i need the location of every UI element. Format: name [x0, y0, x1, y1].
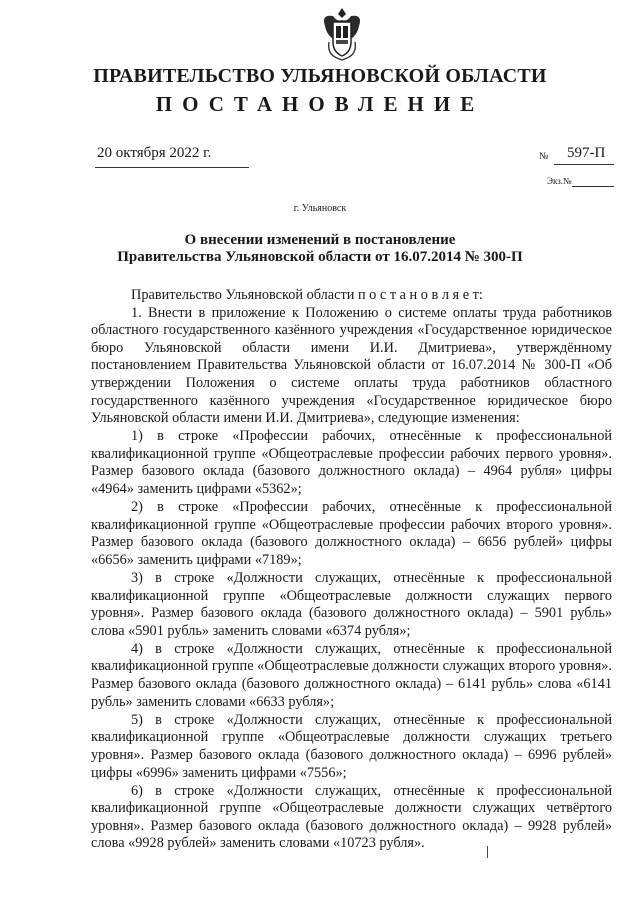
subject-line: О внесении изменений в постановление	[184, 232, 456, 248]
city-label: г. Ульяновск	[293, 203, 347, 214]
government-title: ПРАВИТЕЛЬСТВО УЛЬЯНОВСКОЙ ОБЛАСТИ	[93, 65, 547, 87]
list-item: 1) в строке «Профессии рабочих, отнесённые к профессиональной квалификационной группе «Общеотраслевые профессии рабочих первого уровня». Размер базового оклада (базового должностного оклада) – 4964 рубля» цифры «4964» заменить цифрами «5362»;	[91, 428, 612, 498]
ulyanovsk-coat-of-arms-icon	[319, 6, 365, 62]
number-label: №	[539, 151, 549, 162]
decree-date: 20 октября 2022 г.	[97, 145, 212, 161]
document-type-title: ПОСТАНОВЛЕНИЕ	[155, 92, 485, 116]
list-item: 4) в строке «Должности служащих, отнесённые к профессиональной квалификационной группе «Общеотраслевые должности служащих второго уровня». Размер базового оклада (базового должностного оклада) – 6141 рубль» слова «6141 рубль» заменить словами «6633 рубля»;	[91, 640, 612, 710]
copy-number-underline	[572, 186, 614, 187]
list-item: 5) в строке «Должности служащих, отнесённые к профессиональной квалификационной группе «Общеотраслевые должности служащих третьего уровня». Размер базового оклада (базового должностного оклада) – 6996 рублей» цифры «6996» заменить цифрами «7556»;	[91, 711, 612, 781]
decree-subject	[0, 232, 640, 266]
copy-number-label: Экз.№	[547, 176, 572, 186]
date-underline	[95, 167, 249, 168]
preamble: Правительство Ульяновской области п о с т а н о в л я е т:	[131, 287, 483, 303]
list-item: 3) в строке «Должности служащих, отнесённые к профессиональной квалификационной группе «Общеотраслевые должности служащих первого уровня». Размер базового оклада (базового должностного оклада) – 5901 рубль» слова «5901 рубль» заменить словами «6374 рубля»;	[91, 570, 612, 639]
list-item: 2) в строке «Профессии рабочих, отнесённые к профессиональной квалификационной группе «Общеотраслевые профессии рабочих второго уровня». Размер базового оклада (базового должностного оклада) – 6656 рублей» цифры «6656» заменить цифрами «7189»;	[91, 499, 612, 568]
paragraph-1: 1. Внести в приложение к Положению о системе оплаты труда работников областного государственного казённого учреждения «Государственное юридическое бюро Ульяновской области имени И.И. Дмитриева», утверждённому постановлением Правительства Ульяновской области от 16.07.2014 № 300-П «Об утверждении Положения о системе оплаты труда работников областного государственного казённого учреждения «Государственное юридическое бюро Ульяновской области имени И.И. Дмитриева», следующие изменения:	[91, 304, 612, 427]
page-mark	[487, 846, 488, 858]
decree-body	[91, 287, 612, 853]
list-item: 6) в строке «Должности служащих, отнесённые к профессиональной квалификационной группе «Общеотраслевые должности служащих четвёртого уровня». Размер базового оклада (базового должностного оклада) – 9928 рублей» слова «9928 рублей» заменить словами «10723 рубля».	[91, 782, 612, 852]
number-underline	[554, 164, 614, 165]
subject-line: Правительства Ульяновской области от 16.07.2014 № 300-П	[117, 249, 523, 265]
decree-number: 597-П	[567, 145, 606, 161]
